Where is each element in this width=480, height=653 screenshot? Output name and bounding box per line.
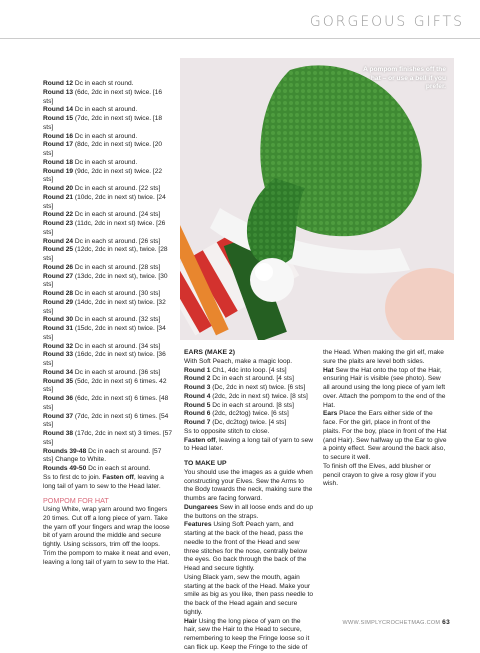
ears-rounds-list — [184, 367, 314, 428]
column-1 — [43, 80, 173, 567]
mouth-text: Using Black yarn, sew the mouth, again starting at the back of the Head. Make your smile as big as you like, then pass needle to the back of the Head again and secure tightly. — [184, 573, 314, 616]
round-line: Round 15 (7dc, 2dc in next st) twice. [18 sts] — [43, 115, 163, 131]
round-line: Round 2 Dc in each st around. [4 sts] — [184, 375, 294, 383]
round-line: Round 30 Dc in each st around. [32 sts] — [43, 316, 161, 324]
makeup-intro: You should use the images as a guide when constructing your Elves. Sew the Arms to the Body towards the neck, making sure the thumbs are facing forward. — [184, 468, 313, 502]
ears-text: Ears Place the Ears either side of the face. For the girl, place in front of the plaits. For the boy, place in front of the Hat (and Hair). Sew halfway up the Ear to give a pointy effect. Sew around the back also, to secure it well. — [323, 410, 447, 461]
round-line: Round 14 Dc in each st around. — [43, 106, 138, 114]
page-footer — [342, 619, 450, 626]
round-line: Rounds 39-48 Dc in each st around. [57 sts] Change to White. — [43, 447, 162, 464]
round-line: Round 35 (5dc, 2dc in next st) 6 times. 42 sts] — [43, 377, 167, 394]
round-line: Round 4 (2dc, 2dc in next st) twice. [8 sts] — [184, 392, 308, 400]
ears-ss: Ss to opposite stitch to close. — [184, 427, 270, 435]
round-line: Round 16 Dc in each st around. — [43, 132, 138, 140]
rounds-list — [43, 80, 173, 474]
ears-intro: With Soft Peach, make a magic loop. — [184, 357, 293, 365]
column-3 — [323, 349, 448, 489]
pompom-heading: POMPOM FOR HAT — [43, 496, 109, 506]
round-line: Round 26 Dc in each st around. [28 sts] — [43, 263, 161, 271]
finish-text: To finish off the Elves, add blusher or pencil crayon to give a rosy glow if you wish. — [323, 462, 436, 488]
round-line: Round 29 (14dc, 2dc in next st) twice. [32 sts] — [43, 298, 166, 315]
header-rule — [0, 38, 480, 39]
section-title: GORGEOUS GIFTS — [309, 14, 464, 30]
round-line: Round 6 (2dc, dc2tog) twice. [6 sts] — [184, 410, 289, 418]
page-number: 63 — [442, 619, 450, 626]
hair-text: Hair Using the long piece of yarn on the hair, sew the Hair to the Head to secure, remembering to keep the Fringe loose so it can flick up. Keep the Fringe to the side of — [184, 617, 310, 651]
round-line: Round 38 (17dc, 2dc in next st) 3 times. [57 sts] — [43, 430, 172, 446]
hair-continued: the Head. When making the girl elf, make sure the plaits are level both sides. — [323, 349, 444, 365]
round-line: Round 28 Dc in each st around. [30 sts] — [43, 290, 161, 297]
pompom-text: Using White, wrap yarn around two fingers 20 times. Cut off a long piece of yarn. Take the yarn off your fingers and wrap the loose bit of yarn around the middle and secure tightly. Using scissors, trim off the loops. Trim the pompom to make it neat and even, leaving a long tail of yarn to sew to the Hat. — [43, 506, 171, 566]
features-text: Features Using Soft Peach yarn, and starting at the back of the head, pass the needle to the front of the Head and sew three stitches for the nose, centrally below the eyes. Go back through the back of the Head and secure tightly. — [184, 521, 308, 572]
round-line: Round 36 (6dc, 2dc in next st) 6 times. [48 sts] — [43, 395, 169, 411]
round-line: Round 31 (15dc, 2dc in next st) twice. [34 sts] — [43, 325, 166, 341]
fasten-off-text: Ss to first dc to join. Fasten off, leaving a long tail of yarn to sew to the Head later. — [43, 473, 164, 490]
round-line: Round 32 Dc in each st around. [34 sts] — [43, 342, 161, 350]
makeup-heading: TO MAKE UP — [184, 460, 227, 467]
photo-caption: A pompom finishes off the hat – or use a bell if you prefer. — [363, 66, 446, 90]
round-line: Round 34 Dc in each st around. [36 sts] — [43, 368, 161, 376]
round-line: Round 18 Dc in each st around. — [43, 158, 138, 166]
round-line: Round 1 Ch1, 4dc into loop. [4 sts] — [184, 366, 287, 374]
round-line: Round 33 (16dc, 2dc in next st) twice. [36 sts] — [43, 351, 166, 367]
round-line: Round 17 (8dc, 2dc in next st) twice. [20 sts] — [43, 141, 163, 157]
hat-illustration — [180, 58, 454, 340]
round-line: Round 37 (7dc, 2dc in next st) 6 times. [54 sts] — [43, 412, 169, 429]
round-line: Round 5 Dc in each st around. [8 sts] — [184, 401, 294, 409]
round-line: Round 19 (9dc, 2dc in next st) twice. [22 sts] — [43, 167, 163, 184]
ears-heading: EARS (MAKE 2) — [184, 349, 235, 356]
round-line: Round 23 (11dc, 2dc in next st) twice. [26 sts] — [43, 220, 166, 236]
column-2 — [184, 349, 314, 653]
ears-fasten-off: Fasten off, leaving a long tail of yarn to sew to Head later. — [184, 436, 314, 453]
round-line: Round 27 (13dc, 2dc in next st), twice. [30 sts] — [43, 272, 168, 289]
round-line: Round 25 (12dc, 2dc in next st), twice. [28 sts] — [43, 246, 168, 262]
round-line: Round 12 Dc in each st round. — [43, 80, 134, 87]
round-line: Rounds 49-50 Dc in each st around. — [43, 465, 151, 472]
hat-text: Hat Sew the Hat onto the top of the Hair, ensuring Hair is visible (see photo). Sew all around using the long piece of yarn left over. Attach the pompom to the end of the Hat. — [323, 366, 446, 409]
round-line: Round 13 (6dc, 2dc in next st) twice. [16 sts] — [43, 88, 163, 105]
elf-hat-photo — [180, 58, 454, 340]
dungarees-text: Dungarees Sew in all loose ends and do up the buttons on the straps. — [184, 503, 314, 520]
round-line: Round 22 Dc in each st around. [24 sts] — [43, 211, 161, 219]
round-line: Round 7 (Dc, dc2tog) twice. [4 sts] — [184, 419, 287, 426]
footer-url: WWW.SIMPLYCROCHETMAG.COM — [342, 620, 441, 626]
round-line: Round 20 Dc in each st around. [22 sts] — [43, 185, 161, 192]
round-line: Round 21 (10dc, 2dc in next st) twice. [24 sts] — [43, 193, 166, 210]
round-line: Round 24 Dc in each st around. [26 sts] — [43, 237, 161, 245]
round-line: Round 3 (Dc, 2dc in next st) twice. [6 sts] — [184, 384, 306, 391]
